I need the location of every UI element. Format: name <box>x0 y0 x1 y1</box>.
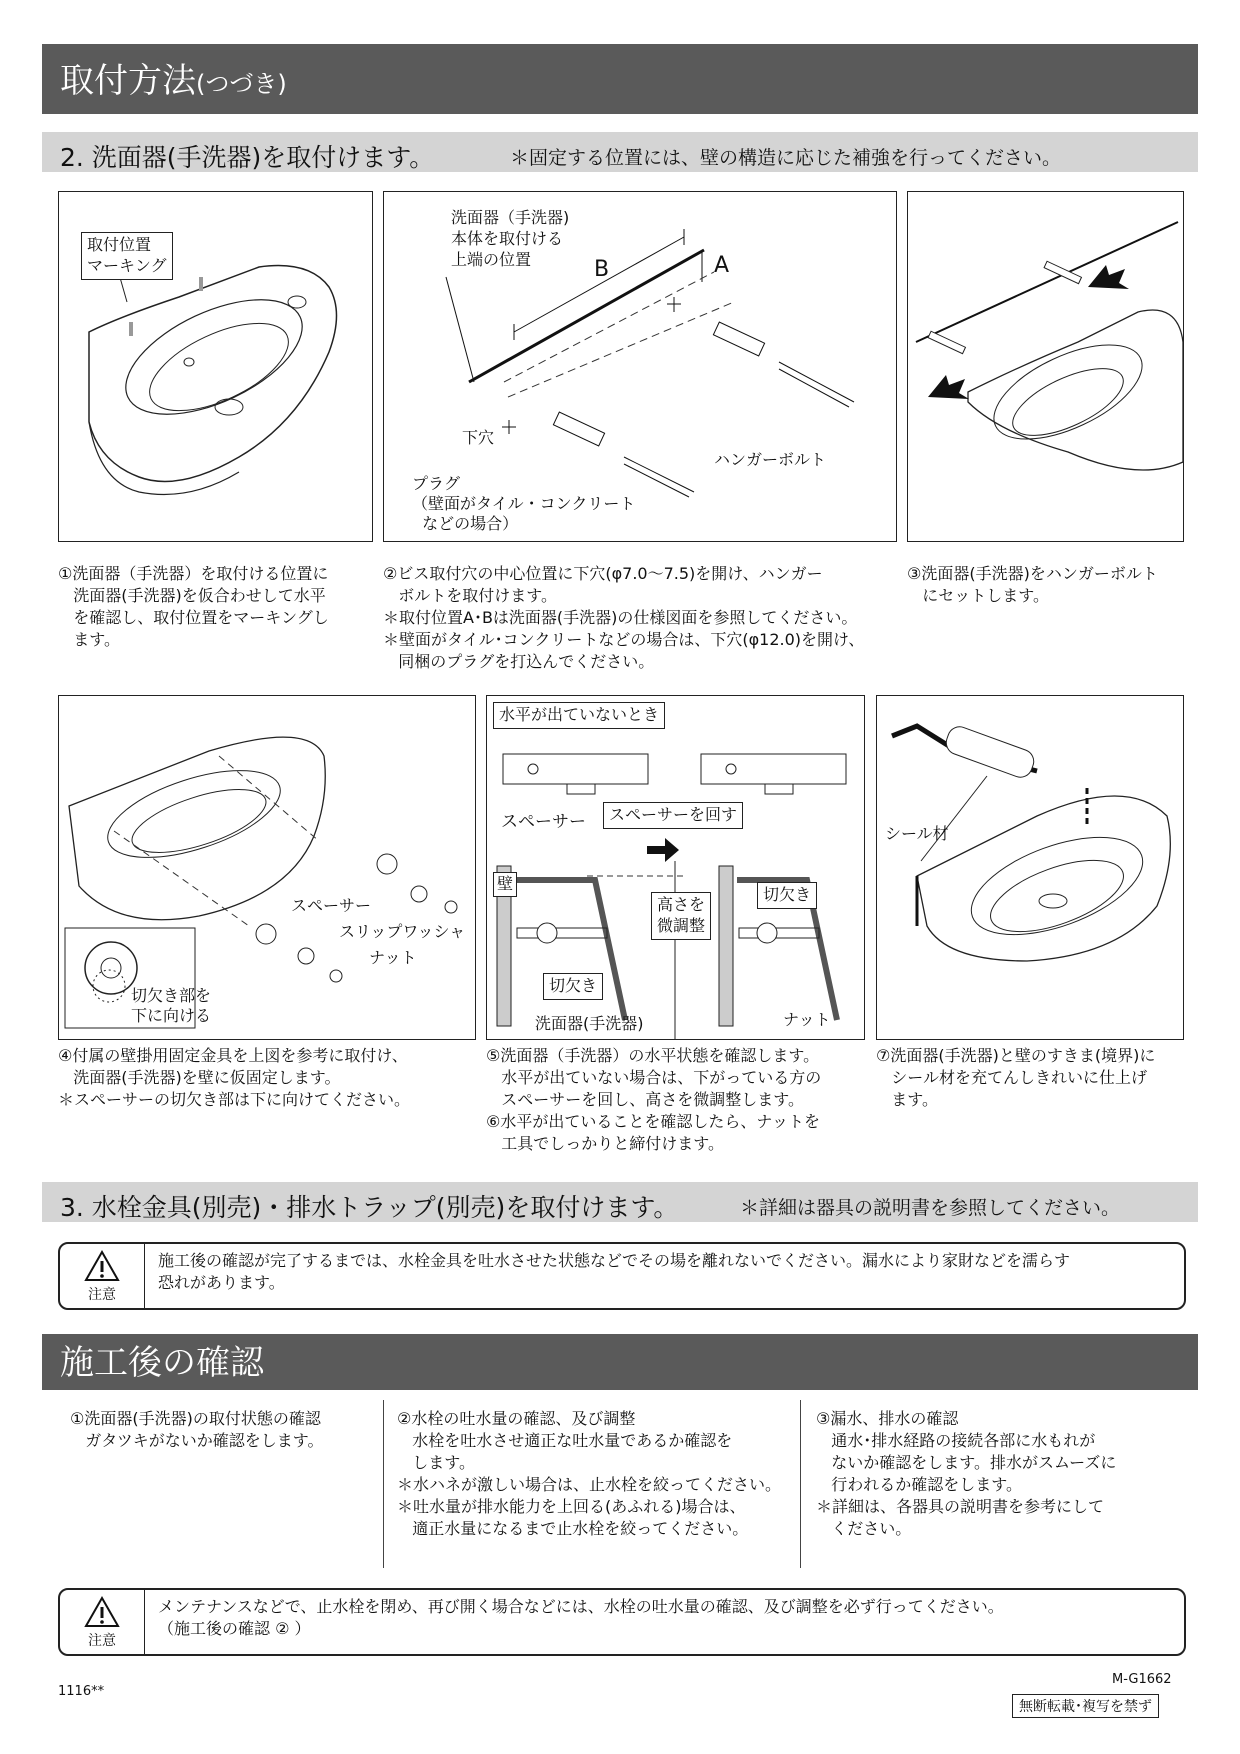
warning-icon-cell-2 <box>60 1590 145 1654</box>
notch-right-label: 切欠き <box>757 882 817 909</box>
set-basin-illustration <box>908 192 1183 541</box>
step2-heading: 2. 洗面器(手洗器)を取付けます。 <box>60 143 435 172</box>
caution-label: 注意 <box>88 1287 116 1303</box>
warning-text-2: メンテナンスなどで、止水栓を閉め、再び開く場合などには、水栓の吐水量の確認、及び調整を必ず行ってください。 （施工後の確認 ② ） <box>158 1597 1004 1638</box>
caption-step2: ②ビス取付穴の中心位置に下穴(φ7.0〜7.5)を開け、ハンガー ボルトを取付けます。 ＊取付位置A･Bは洗面器(手洗器)の仕様図面を参照してください。 ＊壁面がタイル･コンクリートなどの場合は、下穴(φ12.0)を開け、 同梱のプラグを打込んでください。 <box>383 564 865 671</box>
after-col-2: ②水栓の吐水量の確認、及び調整 水栓を吐水させ適正な吐水量であるか確認を します。 ＊水ハネが激しい場合は、止水栓を絞ってください。 ＊吐水量が排水能力を上回る(あふれる)場合は、 適正水量になるまで止水栓を絞ってください。 <box>397 1409 782 1538</box>
divider-2 <box>800 1400 801 1568</box>
notch-down-label: 切欠き部を 下に向ける <box>131 986 212 1025</box>
caution-icon <box>60 1592 144 1632</box>
figure-hanger-bolt <box>383 191 897 542</box>
warning-text-1: 施工後の確認が完了するまでは、水栓金具を吐水させた状態などでその場を離れないでください。漏水により家財などを濡らす 恐れがあります。 <box>158 1251 1071 1292</box>
warning-box-2 <box>58 1588 1186 1656</box>
section-title-installation <box>42 44 1198 114</box>
caption-step4: ④付属の壁掛用固定金具を上図を参考に取付け、 洗面器(手洗器)を壁に仮固定します。 ＊スペーサーの切欠き部は下に向けてください。 <box>58 1046 411 1109</box>
step3-header <box>42 1182 1198 1222</box>
step3-note: ＊詳細は器具の説明書を参照してください。 <box>740 1197 1121 1219</box>
caption-step5-6: ⑤洗面器（手洗器）の水平状態を確認します。 水平が出ていない場合は、下がっている方の スペーサーを回し、高さを微調整します。 ⑥水平が出ていることを確認したら、ナットを 工具でしっかりと締付けます。 <box>486 1046 822 1153</box>
notch-left-label: 切欠き <box>543 973 603 1000</box>
figure-level-adjust <box>486 695 865 1040</box>
title-suffix: (つづき) <box>196 70 287 98</box>
step2-header <box>42 132 1198 172</box>
warning-icon-cell <box>60 1244 145 1308</box>
step3-heading: 3. 水栓金具(別売)・排水トラップ(別売)を取付けます。 <box>60 1193 679 1222</box>
after-col-1: ①洗面器(手洗器)の取付状態の確認 ガタツキがないか確認をします。 <box>70 1409 324 1450</box>
warning-box-1 <box>58 1242 1186 1310</box>
doc-code-left: 1116** <box>58 1684 105 1699</box>
rotate-spacer-label: スペーサーを回す <box>603 802 743 829</box>
not-level-label: 水平が出ていないとき <box>493 702 665 729</box>
title-main: 取付方法 <box>60 61 196 101</box>
mount-top-label: 洗面器（手洗器) 本体を取付ける 上端の位置 <box>446 206 574 272</box>
figure-marking <box>58 191 373 542</box>
section-title-after <box>42 1334 1198 1390</box>
marking-label: 取付位置 マーキング <box>81 232 173 280</box>
doc-code-right: M-G1662 <box>1112 1672 1172 1687</box>
step2-note: ＊固定する位置には、壁の構造に応じた補強を行ってください。 <box>510 147 1062 169</box>
caption-step3: ③洗面器(手洗器)をハンガーボルト にセットします。 <box>907 564 1158 605</box>
fixing-bracket-illustration <box>59 696 475 1039</box>
wall-label: 壁 <box>493 872 517 897</box>
spacer-label: スペーサー <box>291 896 372 915</box>
nut-label-2: ナット <box>783 1010 831 1029</box>
sealant-label: シール材 <box>885 824 949 843</box>
divider-1 <box>383 1400 384 1568</box>
after-title: 施工後の確認 <box>60 1343 264 1383</box>
sealant-illustration <box>877 696 1183 1039</box>
caution-label-2: 注意 <box>88 1633 116 1649</box>
figure-fixing-bracket <box>58 695 476 1040</box>
caption-step7: ⑦洗面器(手洗器)と壁のすきま(境界)に シール材を充てんしきれいに仕上げ ます。 <box>876 1046 1156 1109</box>
caption-step1: ①洗面器（手洗器）を取付ける位置に 洗面器(手洗器)を仮合わせして水平 を確認し、取付位置をマーキングし ます。 <box>58 564 329 649</box>
copyright-notice: 無断転載･複写を禁ず <box>1012 1694 1159 1718</box>
figure-set-basin <box>907 191 1184 542</box>
height-adjust-label: 高さを 微調整 <box>651 892 711 940</box>
spacer-label-2: スペーサー <box>501 812 586 832</box>
after-col-3: ③漏水、排水の確認 通水･排水経路の接続各部に水もれが ないか確認をします。排水がスムーズに 行われるか確認をします。 ＊詳細は、各器具の説明書を参考にして ください。 <box>816 1409 1117 1538</box>
hanger-bolt-label: ハンガーボルト <box>714 450 827 469</box>
pilot-hole-label: 下穴 <box>462 428 495 447</box>
plug-label: プラグ （壁面がタイル・コンクリート などの場合） <box>412 474 636 533</box>
figure-sealant <box>876 695 1184 1040</box>
dimension-b: B <box>594 257 610 282</box>
slip-washer-label: スリップワッシャ <box>339 922 466 941</box>
nut-label: ナット <box>369 948 417 967</box>
caution-icon <box>60 1246 144 1286</box>
dimension-a: A <box>714 253 730 278</box>
basin-label: 洗面器(手洗器) <box>535 1014 644 1033</box>
